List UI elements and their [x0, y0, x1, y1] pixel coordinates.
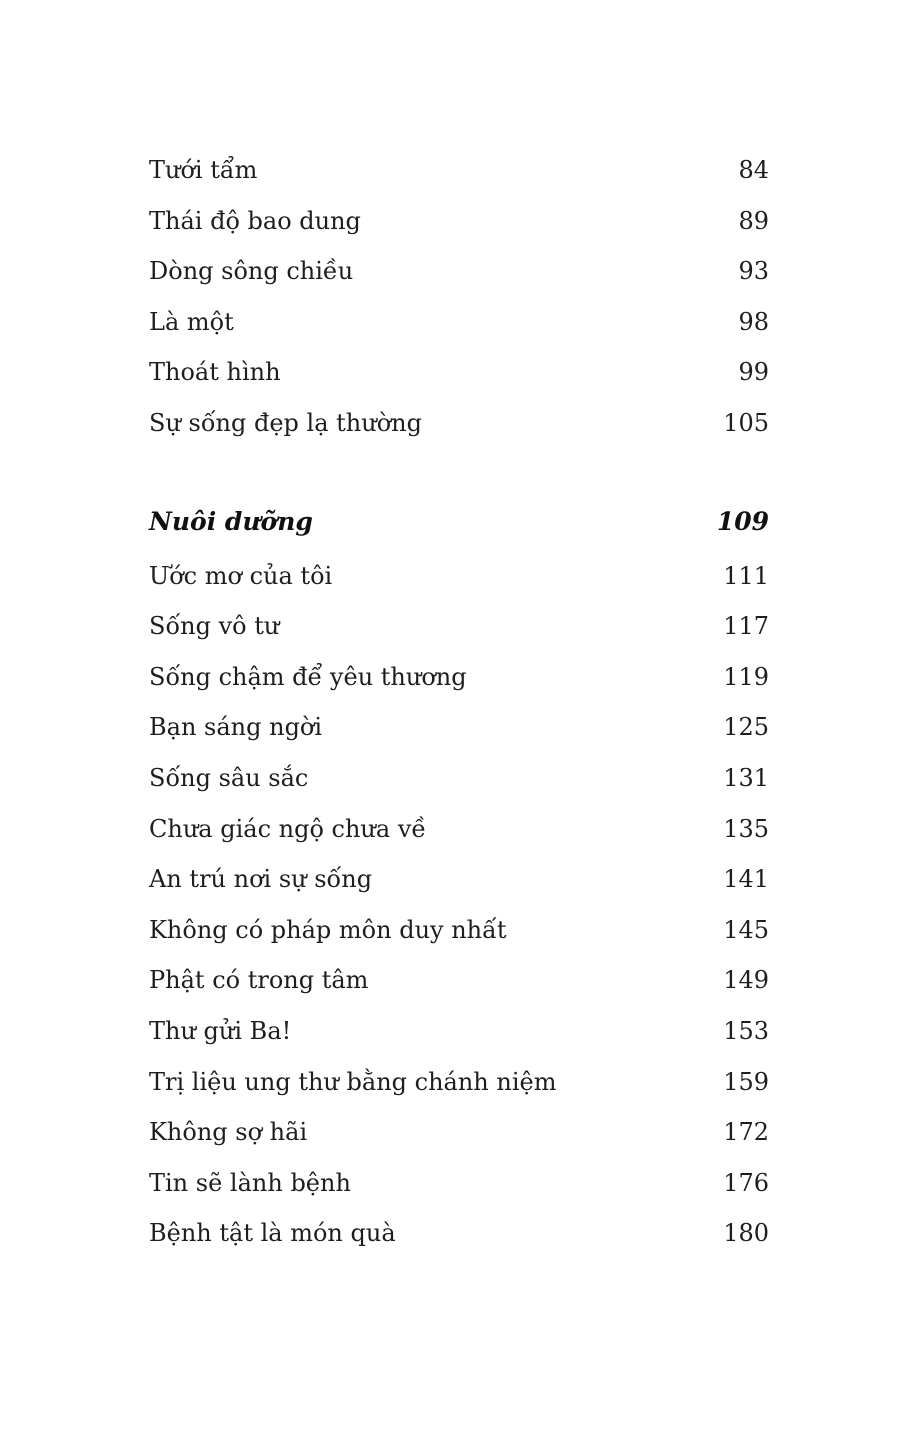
section-heading: [149, 493, 769, 551]
entry-page: 89: [738, 206, 769, 235]
toc-entry: [149, 854, 769, 905]
toc-entry: [149, 551, 769, 602]
entry-page: 117: [723, 612, 769, 641]
toc-entry: [149, 347, 769, 398]
entry-title: Không có pháp môn duy nhất: [149, 915, 507, 944]
entry-title: Sự sống đẹp lạ thường: [149, 408, 422, 437]
entry-title: Thái độ bao dung: [149, 206, 361, 235]
toc-group-1: [149, 145, 769, 449]
entry-page: 149: [723, 966, 769, 995]
toc-entry: [149, 804, 769, 855]
entry-title: Tin sẽ lành bệnh: [149, 1168, 351, 1197]
entry-page: 93: [738, 257, 769, 286]
entry-title: Ước mơ của tôi: [149, 561, 333, 590]
entry-page: 99: [738, 358, 769, 387]
entry-title: Thư gửi Ba!: [149, 1016, 292, 1045]
entry-title: Trị liệu ung thư bằng chánh niệm: [149, 1067, 557, 1096]
toc-entry: [149, 1006, 769, 1057]
entry-page: 141: [723, 865, 769, 894]
entry-title: Sống chậm để yêu thương: [149, 662, 467, 691]
toc-entry: [149, 753, 769, 804]
entry-page: 180: [723, 1219, 769, 1248]
entry-title: Phật có trong tâm: [149, 966, 369, 995]
section-title: Nuôi dưỡng: [149, 506, 313, 536]
entry-page: 105: [723, 408, 769, 437]
entry-page: 98: [738, 307, 769, 336]
toc-entry: [149, 1107, 769, 1158]
toc-entry: [149, 1208, 769, 1259]
toc-entry: [149, 601, 769, 652]
entry-page: 111: [723, 561, 769, 590]
entry-title: Bệnh tật là món quà: [149, 1219, 396, 1248]
entry-title: Không sợ hãi: [149, 1118, 308, 1147]
toc-entry: [149, 196, 769, 247]
entry-page: 135: [723, 814, 769, 843]
entry-page: 172: [723, 1118, 769, 1147]
toc-entry: [149, 297, 769, 348]
entry-page: 145: [723, 915, 769, 944]
toc-entry: [149, 145, 769, 196]
entry-title: Bạn sáng ngời: [149, 713, 323, 742]
toc-entry: [149, 905, 769, 956]
entry-page: 84: [738, 156, 769, 184]
toc-entry: [149, 1158, 769, 1209]
entry-page: 125: [723, 713, 769, 742]
entry-title: An trú nơi sự sống: [149, 865, 373, 894]
entry-title: Chưa giác ngộ chưa về: [149, 814, 427, 843]
table-of-contents: [149, 145, 769, 1259]
entry-title: Tưới tẩm: [149, 156, 258, 184]
toc-entry: [149, 702, 769, 753]
toc-entry: [149, 955, 769, 1006]
toc-entry: [149, 652, 769, 703]
entry-title: Là một: [149, 307, 234, 336]
toc-entry: [149, 398, 769, 449]
entry-title: Thoát hình: [149, 358, 281, 387]
section-page: 109: [716, 506, 769, 536]
toc-entry: [149, 1057, 769, 1108]
entry-title: Sống vô tư: [149, 612, 280, 641]
toc-group-2: [149, 551, 769, 1259]
entry-title: Dòng sông chiều: [149, 257, 354, 286]
entry-title: Sống sâu sắc: [149, 763, 309, 792]
entry-page: 153: [723, 1016, 769, 1045]
entry-page: 131: [723, 763, 769, 792]
entry-page: 119: [723, 662, 769, 691]
entry-page: 176: [723, 1168, 769, 1197]
entry-page: 159: [723, 1067, 769, 1096]
toc-entry: [149, 246, 769, 297]
